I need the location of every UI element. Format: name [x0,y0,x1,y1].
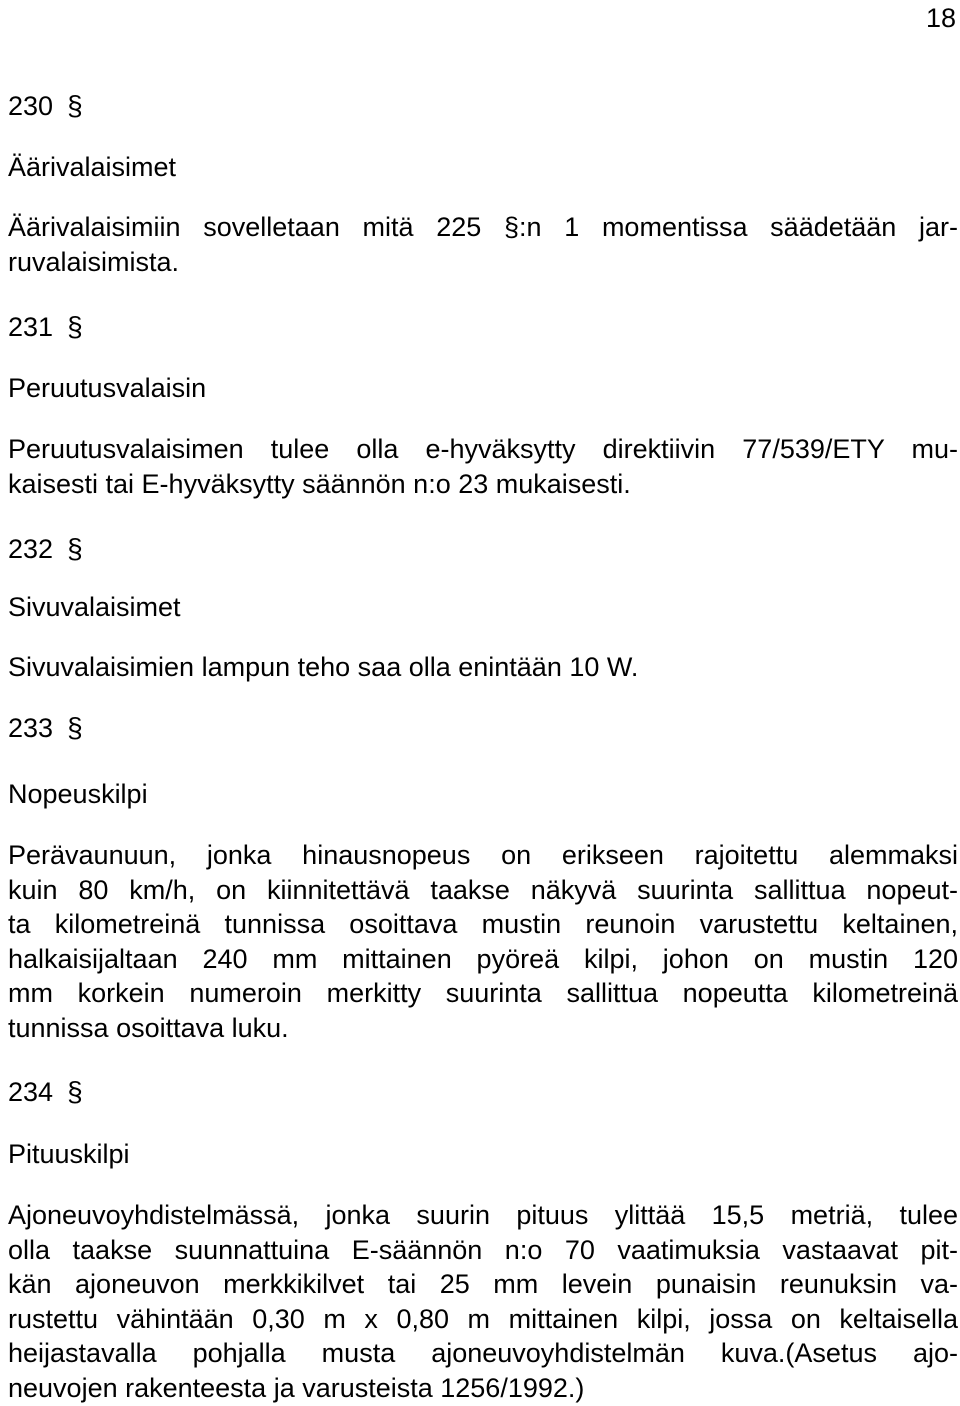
paragraph-line: rustettu vähintään 0,30 m x 0,80 m mittainen kilpi, jossa on keltaisella [8,1303,958,1334]
section-heading [8,711,83,745]
section-title: Nopeuskilpi [8,779,148,809]
section-title: Peruutusvalaisin [8,373,207,403]
section-number: 231 [8,312,54,342]
paragraph-line: Ajoneuvoyhdistelmässä, jonka suurin pituus ylittää 15,5 metriä, tulee [8,1200,958,1230]
section-paragraph [8,210,958,279]
paragraph-line: Perävaunuun, jonka hinausnopeus on erikseen rajoitettu alemmaksi [8,840,958,870]
section-paragraph [8,432,958,501]
section-sign: § [67,712,83,743]
paragraph-line: kän ajoneuvon merkkikilvet tai 25 mm levein punaisin reunuksin va- [8,1269,958,1299]
paragraph-line: Sivuvalaisimien lampun teho saa olla enintään 10 W. [8,652,639,682]
paragraph-line: kuin 80 km/h, on kiinnitettävä taakse näkyvä suurinta sallittua nopeut- [8,874,958,905]
paragraph-line: Äärivalaisimiin sovelletaan mitä 225 §:n 1 momentissa säädetään jar- [8,212,958,242]
paragraph-line: ta kilometreinä tunnissa osoittava mustin reunoin varustettu keltainen, [8,909,958,939]
paragraph-line: olla taakse suunnattuina E-säännön n:o 70 vaatimuksia vastaavat pit- [8,1234,958,1265]
paragraph-line: tunnissa osoittava luku. [8,1012,289,1043]
paragraph-line: ruvalaisimista. [8,246,180,277]
section-heading [8,89,83,123]
section-sign: § [67,1076,83,1107]
section-sign: § [67,90,83,121]
section-title: Sivuvalaisimet [8,592,181,622]
section-paragraph [8,838,958,1045]
paragraph-line: kaisesti tai E-hyväksytty säännön n:o 23 mukaisesti. [8,468,631,499]
section-paragraph [8,1198,958,1405]
section-sign: § [67,533,83,564]
paragraph-line: mm korkein numeroin merkitty suurinta sallittua nopeutta kilometreinä [8,978,958,1008]
paragraph-line: halkaisijaltaan 240 mm mittainen pyöreä kilpi, johon on mustin 120 [8,943,958,974]
paragraph-line: Peruutusvalaisimen tulee olla e-hyväksytty direktiivin 77/539/ETY mu- [8,434,958,464]
page-number: 18 [925,3,956,33]
section-heading [8,310,83,344]
section-heading [8,1075,83,1109]
section-title: Pituuskilpi [8,1139,130,1169]
section-number: 230 [8,91,54,121]
section-number: 233 [8,713,54,743]
section-paragraph [8,650,958,685]
paragraph-line: neuvojen rakenteesta ja varusteista 1256/1992.) [8,1372,585,1403]
section-title: Äärivalaisimet [8,152,177,182]
section-number: 234 [8,1077,54,1107]
section-heading [8,532,83,566]
section-number: 232 [8,534,54,564]
section-sign: § [67,311,83,342]
paragraph-line: heijastavalla pohjalla musta ajoneuvoyhdistelmän kuva.(Asetus ajo- [8,1338,958,1368]
